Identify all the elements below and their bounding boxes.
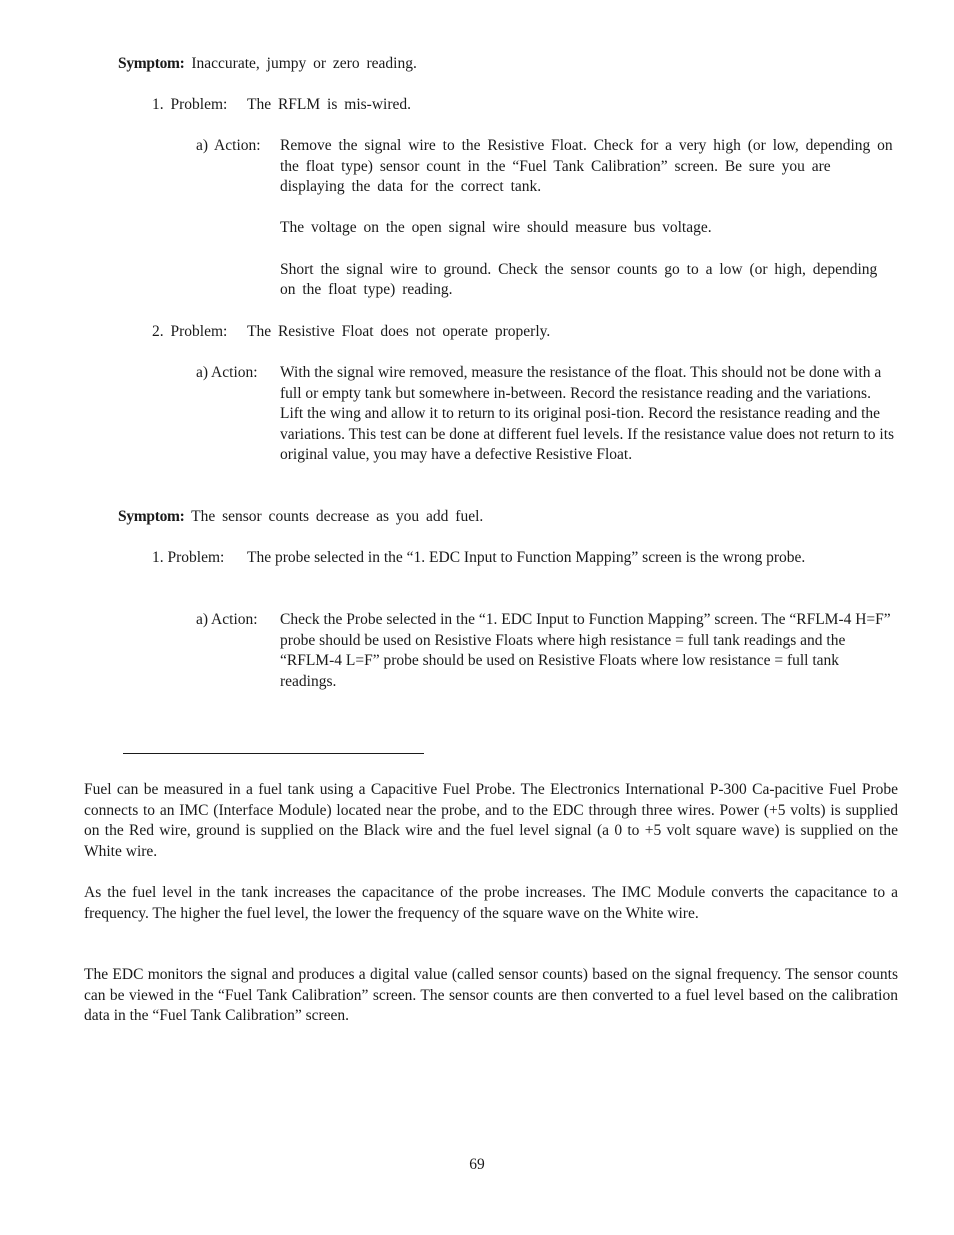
symptom-label: Symptom: xyxy=(118,55,185,72)
problem-text: The probe selected in the “1. EDC Input to Function Mapping” screen is the wrong probe. xyxy=(247,549,806,566)
action-label: a) Action: xyxy=(196,137,261,154)
action-label: a) Action: xyxy=(196,611,258,628)
action-label: a) Action: xyxy=(196,364,258,381)
symptom-1-problem-2 xyxy=(152,322,852,343)
body-paragraph-3: The EDC monitors the signal and produces a digital value (called sensor counts) based on the signal frequency. The sensor counts can be viewed in the “Fuel Tank Calibration” screen. The sensor counts are then converted to a fuel level based on the calibration data in the “Fuel Tank Calibration” screen. xyxy=(84,966,898,1025)
symptom-label: Symptom: xyxy=(118,508,185,525)
symptom-1-problem-1 xyxy=(152,95,852,116)
problem-label: 2. Problem: xyxy=(152,323,228,340)
problem-label: 1. Problem: xyxy=(152,96,228,113)
problem-text: The Resistive Float does not operate properly. xyxy=(247,323,551,340)
symptom-2-problem-1-action xyxy=(196,610,896,692)
problem-label: 1. Problem: xyxy=(152,549,225,566)
body-paragraph-2: As the fuel level in the tank increases the capacitance of the probe increases. The IMC Module converts the capacitance to a frequency. The higher the fuel level, the lower the frequency of the square wave on the White wire. xyxy=(84,884,898,922)
action-paragraph: Check the Probe selected in the “1. EDC Input to Function Mapping” screen. The “RFLM-4 H=F” probe should be used on Resistive Floats where high resistance = full tank readings and the “RFLM-4 L=F” probe should be used on Resistive Floats where low resistance = full tank readings. xyxy=(280,611,891,690)
symptom-text: The sensor counts decrease as you add fuel. xyxy=(191,508,484,525)
symptom-text: Inaccurate, jumpy or zero reading. xyxy=(191,55,417,72)
action-paragraph: Remove the signal wire to the Resistive Float. Check for a very high (or low, depending on the float type) sensor count in the “Fuel Tank Calibration” screen. Be sure you are displaying the data for the correct tank. xyxy=(280,137,893,196)
action-paragraph: With the signal wire removed, measure the resistance of the float. This should not be done with a full or empty tank but somewhere in-between. Record the resistance reading and the variations. Lift the wing and allow it to return to its original posi-tion. Record the resistance reading and the variations. This test can be done at different fuel levels. If the resistance value does not return to its original value, you may have a defective Resistive Float. xyxy=(280,364,895,464)
symptom-1 xyxy=(118,54,417,75)
symptom-2-problem-1 xyxy=(152,548,852,569)
section-divider xyxy=(123,753,424,754)
action-paragraph: The voltage on the open signal wire should measure bus voltage. xyxy=(280,219,712,237)
page-number: 69 xyxy=(469,1156,485,1173)
action-paragraph: Short the signal wire to ground. Check the sensor counts go to a low (or high, depending on the float type) reading. xyxy=(280,260,878,299)
body-paragraph-1: Fuel can be measured in a fuel tank using a Capacitive Fuel Probe. The Electronics International P-300 Ca-pacitive Fuel Probe connects to an IMC (Interface Module) located near the probe, and to the EDC through three wires. Power (+5 volts) is supplied on the Red wire, ground is supplied on the Black wire and the fuel level signal (a 0 to +5 volt square wave) is supplied on the White wire. xyxy=(84,781,898,860)
symptom-1-problem-1-action xyxy=(196,136,896,301)
problem-text: The RFLM is mis-wired. xyxy=(247,96,411,113)
symptom-1-problem-2-action xyxy=(196,363,896,466)
symptom-2 xyxy=(118,507,483,528)
